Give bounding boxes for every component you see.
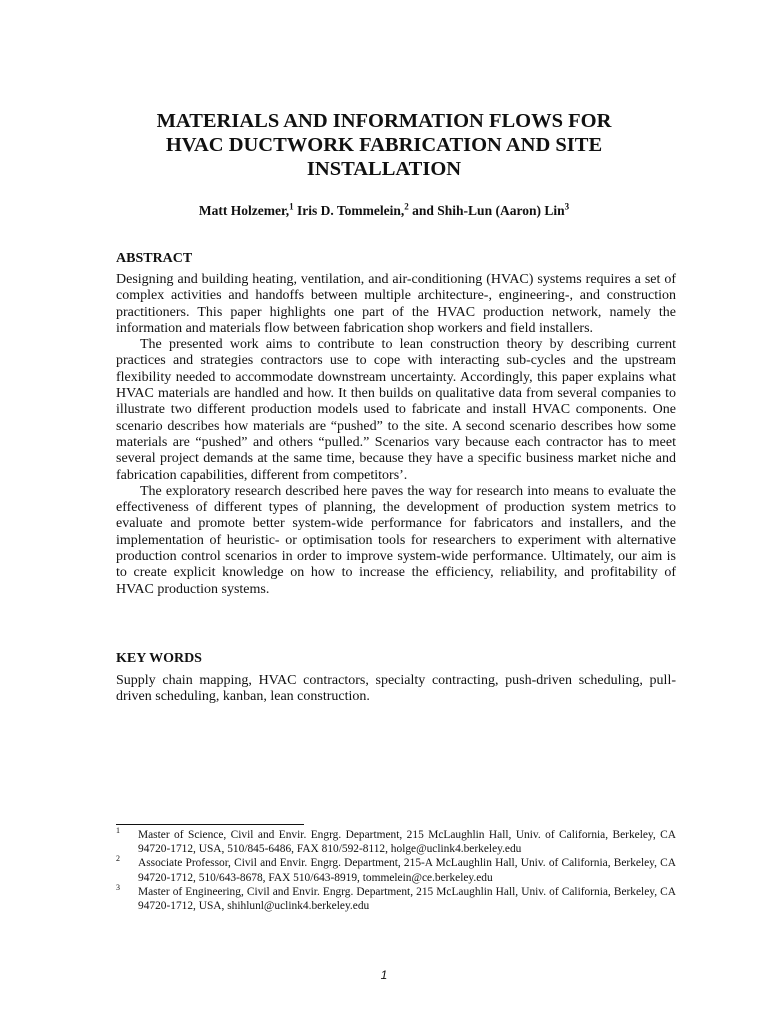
paper-title — [100, 109, 668, 181]
abstract-paragraph-2: The presented work aims to contribute to lean construction theory by describing current practices and strategies contractors use to cope with interacting sub-cycles and the upstream flexibility needed to accommodate downstream uncertainty. Accordingly, this paper explains what HVAC materials are handled and how. It then builds on qualitative data from several companies to illustrate two different production models used to fabricate and install HVAC components. One scenario describes how materials are “pushed” to the site. A second scenario describes how some materials are “pushed” and others “pulled.” Scenarios vary because each contractor has to meet several project demands at the same time, because they have a specific business market niche and fabrication capabilities, different from competitors’. — [116, 337, 676, 483]
keywords-body — [116, 673, 676, 706]
page-number: 1 — [380, 968, 388, 982]
keywords-heading: KEY WORDS — [116, 651, 202, 666]
footnote-mark: 2 — [116, 854, 120, 864]
author-list — [100, 202, 668, 220]
abstract-paragraph-1: Designing and building heating, ventilation, and air-conditioning (HVAC) systems requires a set of complex activities and handoffs between multiple architecture-, engineering-, and construction practitioners. This paper highlights one part of the HVAC production network, namely the information and materials flow between fabrication shop workers and field installers. — [116, 272, 676, 336]
author-name: Matt Holzemer, — [198, 203, 290, 218]
title-line-3: INSTALLATION — [306, 158, 462, 180]
footnote-text: Master of Engineering, Civil and Envir. Engrg. Department, 215 McLaughlin Hall, Univ. of California, Berkeley, CA 94720-1712, USA, shihlunl@uclink4.berkeley.edu — [138, 885, 676, 913]
footnote-1 — [116, 828, 676, 856]
footnote-3 — [116, 882, 676, 913]
footnote-divider — [116, 824, 304, 825]
footnote-mark: 3 — [116, 882, 120, 892]
footnote-text: Master of Science, Civil and Envir. Engrg. Department, 215 McLaughlin Hall, Univ. of California, Berkeley, CA 94720-1712, USA, 510/845-6486, FAX 810/592-8112, holge@uclink4.berkeley.edu — [138, 829, 676, 856]
author-footnote-mark: 3 — [564, 201, 570, 212]
author-name: and Shih-Lun (Aaron) Lin — [408, 203, 565, 218]
author-footnote-mark: 1 — [289, 201, 294, 212]
footnote-mark: 1 — [116, 826, 120, 835]
footnote-text: Associate Professor, Civil and Envir. Engrg. Department, 215-A McLaughlin Hall, Univ. of California, Berkeley, CA 94720-1712, 510/643-8678, FAX 510/643-8919, tommelein@ce.berkeley.edu — [138, 857, 676, 884]
footnotes — [116, 828, 676, 913]
footnote-2 — [116, 856, 676, 884]
abstract-body — [116, 272, 676, 598]
title-line-2: HVAC DUCTWORK FABRICATION AND SITE — [165, 134, 603, 156]
author-name: Iris D. Tommelein, — [293, 203, 405, 218]
abstract-paragraph-3: The exploratory research described here paves the way for research into means to evaluate the effectiveness of different types of planning, the development of production system metrics to evaluate and promote better system-wide performance for fabricators and installers, and the implementation of heuristic- or optimisation tools for researchers to experiment with alternative production control scenarios in order to improve system-wide performance. Ultimately, our aim is to create explicit knowledge on how to increase the efficiency, reliability, and profitability of HVAC production systems. — [116, 483, 676, 597]
keywords-text: Supply chain mapping, HVAC contractors, specialty contracting, push-driven scheduling, pull-driven scheduling, kanban, lean construction. — [116, 673, 676, 705]
title-line-1: MATERIALS AND INFORMATION FLOWS FOR — [156, 110, 612, 132]
author-footnote-mark: 2 — [404, 201, 409, 212]
abstract-heading: ABSTRACT — [116, 251, 193, 266]
